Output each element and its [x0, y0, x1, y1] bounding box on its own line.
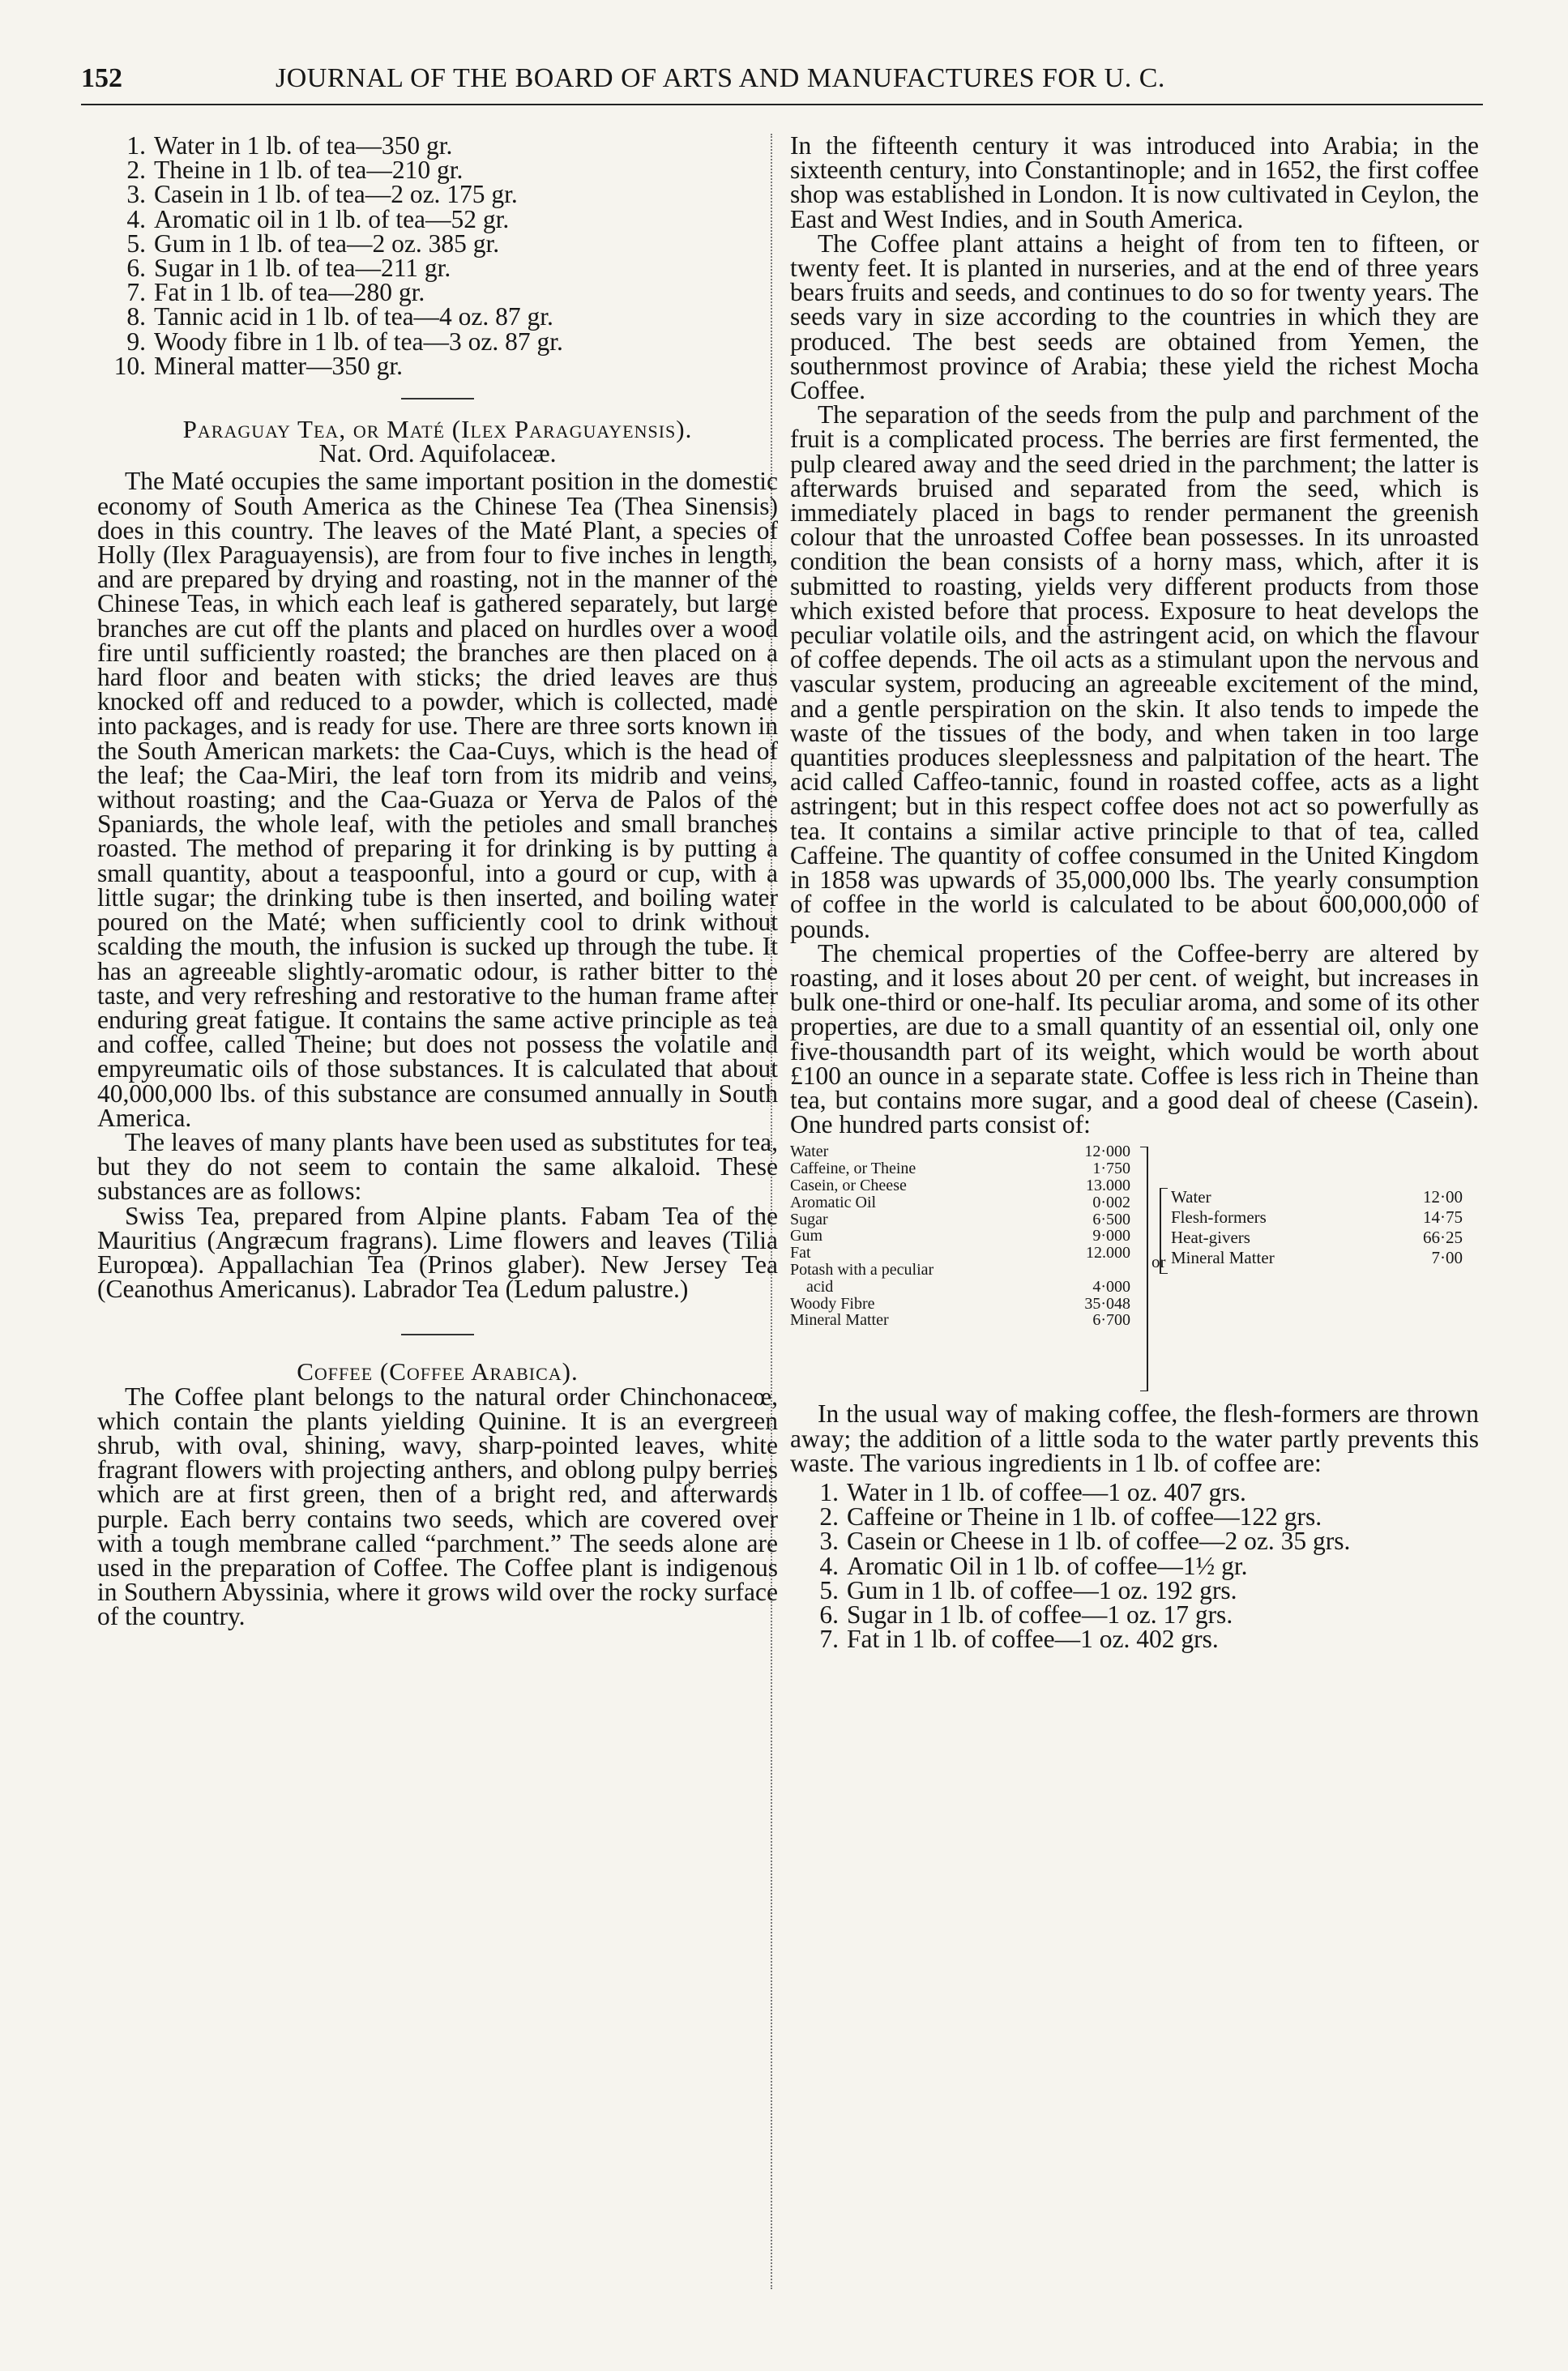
list-item: 9. Woody fibre in 1 lb. of tea—3 oz. 87 gr.: [126, 327, 563, 356]
list-item: 5. Gum in 1 lb. of tea—2 oz. 385 gr.: [126, 229, 500, 258]
paraguay-heading: Paraguay Tea, or Maté (Ilex Paraguayensis).: [182, 415, 693, 444]
list-item: 7. Fat in 1 lb. of coffee—1 oz. 402 grs.: [819, 1625, 1219, 1654]
coffee-paragraph-4: The chemical properties of the Coffee-berry are altered by roasting, and it loses about 20 per cent. of weight, but increases in bulk one-third or one-half. Its peculiar aroma, and some of its other properties, are due to a small quantity of an essential oil, only one five-thousandth part of its weight, which would be worth about £100 an ounce in a separate state. Coffee is less rich in Theine than tea, but contains more sugar, and a good deal of cheese (Casein). One hundred parts consist of:: [790, 938, 1479, 1139]
table-row: Fat 12.000: [790, 1244, 1130, 1262]
coffee-paragraph-3: The separation of the seeds from the pulp and parchment of the fruit is a complicated process. The berries are first fermented, the pulp cleared away and the seed dried in the parchment; the latter is afterwards bruised and separated from the seed, which is immediately placed in bags to render permanent the greenish colour that the unroasted Coffee bean possesses. In its unroasted condition the bean consists of a horny mass, which, after it is submitted to roasting, yields very different products from those which existed before that process. Exposure to heat develops the peculiar volatile oils, and the astringent acid, on which the flavour of coffee depends. The oil acts as a stimulant upon the nervous and vascular system, producing an agreeable excitement of the mind, and a gentle perspiration on the skin. It also tends to impede the waste of the tissues of the body, and when taken in too large quantities produces sleeplessness and palpitation of the heart. The acid called Caffeo-tannic, found in roasted coffee, acts as a light astringent; but in this respect coffee does not act so powerfully as tea. It contains a similar active principle to that of tea, called Caffeine. The quantity of coffee consumed in the United Kingdom in 1858 was upwards of 35,000,000 lbs. The yearly consumption of coffee in the world is calculated to be about 600,000,000 of pounds.: [790, 400, 1479, 943]
table-row: Casein, or Cheese 13.000: [790, 1176, 1130, 1194]
table-row: Sugar 6·500: [790, 1210, 1130, 1228]
paraguay-paragraph-1: The Maté occupies the same important position in the domestic economy of South America as the Chinese Tea (Thea Sinensis) does in this country. The leaves of the Maté Plant, a species of Holly (Ilex Paraguayensis), are from four to five inches in length, and are prepared by drying and roasting, not in the manner of the Chinese Teas, in which each leaf is gathered separately, but large branches are cut off the plants and placed on hurdles over a wood fire until sufficiently roasted; the branches are then placed on a hard floor and beaten with sticks; the dried leaves are thus knocked off and reduced to a powder, which is collected, made into packages, and is ready for use. There are three sorts known in the South American markets: the Caa-Cuys, which is the head of the leaf; the Caa-Miri, the leaf torn from its midrib and veins, without roasting; and the Caa-Guaza or Yerva de Palos of the Spaniards, the whole leaf, with the petioles and small branches roasted. The method of preparing it for drinking is by putting a small quantity, about a teaspoonful, into a gourd or cup, with a little sugar; the drinking tube is then inserted, and boiling water poured on the Maté; when sufficiently cool to drink without scalding the mouth, the infusion is sucked up through the tube. It has an agreeable slightly-aromatic odour, is rather bitter to the taste, and very refreshing and restorative to the human frame after enduring great fatigue. It contains the same active principle as tea and coffee, called Theine; but does not possess the volatile and empyreumatic oils of those substances. It is calculated that about 40,000,000 lbs. of this substance are consumed annually in South America.: [97, 467, 778, 1132]
list-item: 2. Theine in 1 lb. of tea—210 gr.: [126, 156, 464, 185]
section-rule: [401, 1334, 474, 1335]
right-column: [790, 131, 1479, 1654]
table-row: Gum 9·000: [790, 1227, 1130, 1245]
coffee-heading: Coffee (Coffee Arabica).: [297, 1357, 579, 1386]
tea-ingredients-list: [97, 131, 778, 380]
section-rule: [401, 398, 474, 399]
opening-brace: [1160, 1188, 1168, 1274]
paraguay-paragraph-3: Swiss Tea, prepared from Alpine plants. Fabam Tea of the Mauritius (Angræcum fragrans). Lime flowers and leaves (Tilia Europœa). Appallachian Tea (Prinos glaber). New Jersey Tea (Ceanothus Americanus). Labrador Tea (Ledum palustre.): [97, 1201, 778, 1304]
composition-detailed: [790, 1143, 1130, 1329]
table-row: Woody Fibre 35·048: [790, 1294, 1130, 1313]
coffee-paragraph-1: The Coffee plant belongs to the natural order Chinchonaceœ, which contain the plants yielding Quinine. It is an evergreen shrub, with oval, shining, wavy, sharp-pointed leaves, white fragrant flowers with projecting anthers, and oblong pulpy berries which are at first green, then of a bright red, and afterwards purple. Each berry contains two seeds, which are covered over with a tough membrane called “parchment.” The seeds alone are used in the preparation of Coffee. The Coffee plant is indigenous in Southern Abyssinia, where it grows wild over the rocky surface of the country.: [97, 1382, 778, 1631]
table-row: Mineral Matter 6·700: [790, 1311, 1130, 1330]
coffee-ingredients-list: [790, 1477, 1479, 1654]
list-item: 5. Gum in 1 lb. of coffee—1 oz. 192 grs.: [819, 1575, 1237, 1604]
list-item: 8. Tannic acid in 1 lb. of tea—4 oz. 87 gr.: [126, 302, 553, 331]
page-number: 152: [81, 63, 122, 93]
closing-brace: [1140, 1147, 1148, 1391]
list-item: 1. Water in 1 lb. of coffee—1 oz. 407 grs.: [819, 1477, 1246, 1506]
table-row: Water 12·00: [1171, 1187, 1463, 1207]
coffee-composition-table: [790, 1143, 1479, 1399]
composition-summary: [1171, 1187, 1463, 1268]
table-row: Mineral Matter 7·00: [1171, 1248, 1463, 1268]
list-item: 6. Sugar in 1 lb. of coffee—1 oz. 17 grs.: [819, 1600, 1233, 1629]
running-head: JOURNAL OF THE BOARD OF ARTS AND MANUFACTURES FOR U. C.: [276, 63, 1165, 93]
table-row: Caffeine, or Theine 1·750: [790, 1160, 1130, 1178]
or-label: or: [1151, 1252, 1166, 1272]
table-row: Potash with a peculiar: [790, 1260, 934, 1279]
paraguay-paragraph-2: The leaves of many plants have been used as substitutes for tea, but they do not seem to contain the same alkaloid. These substances are as follows:: [97, 1127, 778, 1206]
table-row: Aromatic Oil 0·002: [790, 1193, 1130, 1211]
table-row: Flesh-formers 14·75: [1171, 1207, 1463, 1228]
coffee-paragraph-5: In the usual way of making coffee, the flesh-formers are thrown away; the addition of a little soda to the water partly prevents this waste. The various ingredients in 1 lb. of coffee are:: [790, 1399, 1479, 1477]
list-item: 10. Mineral matter—350 gr.: [113, 351, 404, 380]
list-item: 6. Sugar in 1 lb. of tea—211 gr.: [126, 254, 451, 283]
table-row: acid 4·000: [806, 1277, 1130, 1296]
list-item: 2. Caffeine or Theine in 1 lb. of coffee—122 grs.: [819, 1502, 1322, 1532]
coffee-paragraph-continued: In the fifteenth century it was introduced into Arabia; in the sixteenth century, into Constantinople; and in 1652, the first coffee shop was established in London. It is now cultivated in Ceylon, the East and West Indies, and in South America.: [790, 131, 1479, 233]
list-item: 4. Aromatic Oil in 1 lb. of coffee—1½ gr.: [819, 1551, 1248, 1580]
coffee-paragraph-2: The Coffee plant attains a height of from ten to fifteen, or twenty feet. It is planted in nurseries, and at the end of three years bears fruits and seeds, and continues to do so for twenty years. The seeds vary in size according to the countries in which they are produced. The best seeds are obtained from Yemen, the southernmost province of Arabia; these yield the richest Mocha Coffee.: [790, 229, 1479, 405]
table-row: Heat-givers 66·25: [1171, 1228, 1463, 1248]
page-header: [81, 63, 1483, 105]
list-item: 1. Water in 1 lb. of tea—350 gr.: [126, 131, 453, 160]
table-row: Water 12·000: [790, 1143, 1130, 1161]
paraguay-natural-order: Nat. Ord. Aquifolaceæ.: [318, 439, 557, 468]
list-item: 3. Casein or Cheese in 1 lb. of coffee—2 oz. 35 grs.: [819, 1527, 1351, 1556]
list-item: 3. Casein in 1 lb. of tea—2 oz. 175 gr.: [126, 180, 518, 209]
list-item: 4. Aromatic oil in 1 lb. of tea—52 gr.: [126, 204, 510, 233]
left-column: [97, 131, 778, 1631]
list-item: 7. Fat in 1 lb. of tea—280 gr.: [126, 278, 425, 307]
